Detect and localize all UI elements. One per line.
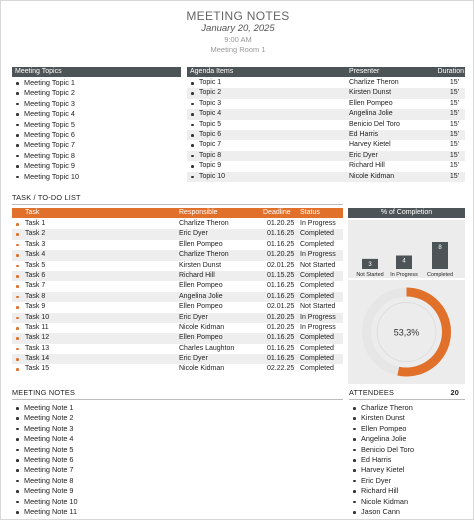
task-table-header [12, 208, 343, 218]
note-item [12, 507, 343, 517]
bar-value-label: 8 [438, 245, 442, 251]
meeting-topics-block [12, 67, 181, 182]
task-status: Not Started [300, 261, 336, 269]
task-row [12, 250, 343, 260]
attendees-section-title: ATTENDEES [349, 388, 395, 397]
bullet-icon [16, 480, 19, 483]
task-status: Completed [300, 344, 334, 352]
task-row [12, 229, 343, 239]
meeting-notes-divider [12, 399, 343, 400]
attendee-item [349, 465, 465, 475]
bullet-icon [16, 92, 19, 95]
bullet-icon [353, 511, 356, 514]
deadline-header-label: Deadline [263, 209, 291, 216]
bullet-icon [16, 165, 19, 168]
agenda-row [187, 130, 465, 140]
attendee-item-label: Richard Hill [361, 486, 399, 496]
bullet-icon [191, 113, 194, 116]
agenda-duration: 15' [449, 79, 459, 86]
completion-header [348, 208, 465, 218]
bullet-icon [16, 223, 19, 226]
agenda-duration: 15' [449, 99, 459, 107]
agenda-presenter: Ellen Pompeo [349, 99, 393, 107]
meeting-topics-list [12, 78, 181, 182]
task-responsible: Ellen Pompeo [179, 240, 223, 248]
task-deadline: 02.22.25 [267, 365, 295, 373]
topic-item-label: Meeting Topic 2 [24, 88, 75, 98]
completion-header-label: % of Completion [380, 209, 433, 216]
agenda-row [187, 151, 465, 161]
task-deadline: 01.20.25 [267, 251, 295, 259]
meeting-time: 9:00 AM [224, 35, 252, 44]
topic-item [12, 88, 181, 98]
attendee-item-label: Jason Cann [361, 506, 400, 516]
agenda-row [187, 78, 465, 88]
bullet-icon [16, 124, 19, 127]
agenda-row [187, 88, 465, 98]
topic-item-label: Meeting Topic 7 [24, 140, 75, 150]
task-responsible: Eric Dyer [179, 230, 208, 238]
task-status: In Progress [300, 313, 336, 321]
task-deadline: 01.16.25 [267, 282, 295, 290]
bullet-icon [16, 233, 19, 236]
task-name: Task 8 [25, 292, 46, 300]
topic-item-label: Meeting Topic 4 [24, 109, 75, 119]
attendees-divider [349, 399, 465, 400]
note-item-label: Meeting Note 8 [24, 475, 74, 485]
task-status: In Progress [300, 323, 336, 331]
task-responsible: Richard Hill [179, 271, 215, 279]
task-name: Task 7 [25, 282, 46, 290]
bullet-icon [16, 459, 19, 462]
note-item [12, 486, 343, 496]
note-item [12, 455, 343, 465]
agenda-presenter: Benicio Del Toro [349, 120, 400, 128]
agenda-presenter: Nicole Kidman [349, 172, 395, 180]
presenter-header-label: Presenter [349, 68, 380, 75]
agenda-item: Topic 6 [199, 130, 222, 138]
bullet-icon [16, 511, 19, 514]
bullet-icon [16, 490, 19, 493]
task-name: Task 4 [25, 251, 46, 259]
bullet-icon [191, 124, 194, 127]
agenda-presenter: Ed Harris [349, 130, 379, 138]
meeting-notes-list [12, 403, 343, 517]
note-item [12, 445, 343, 455]
bullet-icon [16, 348, 19, 351]
bullet-icon [353, 438, 356, 441]
completion-donut-panel [348, 280, 465, 384]
attendee-item [349, 455, 465, 465]
task-row [12, 344, 343, 354]
bullet-icon [16, 317, 19, 320]
bar-category-label: Not Started [356, 272, 384, 278]
agenda-presenter: Richard Hill [349, 162, 385, 170]
bullet-icon [353, 407, 356, 410]
task-name: Task 5 [25, 261, 46, 269]
task-rows [12, 219, 343, 375]
agenda-presenter: Eric Dyer [349, 151, 378, 159]
agenda-duration: 15' [449, 120, 459, 128]
bullet-icon [16, 368, 19, 371]
task-deadline: 01.20.25 [267, 313, 295, 321]
bullet-icon [16, 275, 19, 278]
task-row [12, 271, 343, 281]
task-responsible: Eric Dyer [179, 313, 208, 321]
agenda-duration: 15' [449, 172, 459, 180]
task-name: Task 14 [25, 355, 50, 363]
bullet-icon [16, 407, 19, 410]
topic-item [12, 161, 181, 171]
task-deadline: 01.16.25 [267, 292, 295, 300]
task-name: Task 9 [25, 303, 46, 311]
meeting-topics-header [12, 67, 181, 77]
task-row [12, 219, 343, 229]
attendee-item [349, 507, 465, 517]
bullet-icon [353, 449, 356, 452]
attendee-item [349, 413, 465, 423]
agenda-item: Topic 4 [199, 110, 222, 118]
note-item [12, 497, 343, 507]
task-status: Completed [300, 282, 334, 290]
attendee-item [349, 497, 465, 507]
completion-donut-svg [348, 280, 465, 384]
task-deadline: 02.01.25 [267, 261, 295, 269]
agenda-row [187, 109, 465, 119]
topic-item [12, 78, 181, 88]
status-header-label: Status [300, 209, 320, 216]
topic-item [12, 151, 181, 161]
bullet-icon [16, 82, 19, 85]
agenda-header [187, 67, 465, 77]
topic-item-label: Meeting Topic 8 [24, 150, 75, 160]
attendee-item-label: Harvey Kietel [361, 465, 405, 475]
task-responsible: Charles Laughton [179, 344, 235, 352]
agenda-block [187, 67, 465, 182]
task-status: Completed [300, 365, 334, 373]
agenda-items-header-label: Agenda Items [190, 68, 234, 75]
task-responsible: Ellen Pompeo [179, 303, 223, 311]
task-deadline: 01.16.25 [267, 355, 295, 363]
bullet-icon [16, 438, 19, 441]
meeting-topics-header-label: Meeting Topics [15, 68, 62, 75]
agenda-presenter: Angelina Jolie [349, 110, 393, 118]
meeting-date: January 20, 2025 [201, 23, 275, 34]
bullet-icon [16, 469, 19, 472]
bullet-icon [16, 113, 19, 116]
task-row [12, 281, 343, 291]
agenda-duration: 15' [449, 130, 459, 138]
task-responsible: Ellen Pompeo [179, 282, 223, 290]
task-row [12, 323, 343, 333]
agenda-item: Topic 1 [199, 79, 222, 86]
task-row [12, 364, 343, 374]
task-responsible: Charlize Theron [179, 251, 229, 259]
bar-value-label: 3 [368, 261, 372, 268]
bullet-icon [16, 417, 19, 420]
task-deadline: 02.01.25 [267, 303, 295, 311]
note-item-label: Meeting Note 5 [24, 444, 74, 454]
task-responsible: Charlize Theron [179, 220, 229, 227]
agenda-item: Topic 5 [199, 120, 222, 128]
attendee-item-label: Nicole Kidman [361, 496, 409, 506]
task-name: Task 1 [25, 220, 46, 227]
bullet-icon [16, 103, 19, 106]
note-item [12, 465, 343, 475]
meeting-room: Meeting Room 1 [210, 45, 266, 54]
agenda-row [187, 172, 465, 182]
task-deadline: 01.15.25 [267, 271, 295, 279]
bullet-icon [16, 155, 19, 158]
bullet-icon [16, 337, 19, 340]
agenda-duration: 15' [449, 141, 459, 149]
task-row [12, 302, 343, 312]
topic-item [12, 130, 181, 140]
task-name: Task 6 [25, 271, 46, 279]
task-responsible: Eric Dyer [179, 355, 208, 363]
topic-item [12, 99, 181, 109]
attendee-item-label: Ellen Pompeo [361, 423, 407, 433]
attendee-item [349, 486, 465, 496]
attendees-list [349, 403, 465, 517]
task-name: Task 11 [25, 323, 49, 331]
attendee-item-label: Kirsten Dunst [361, 413, 405, 423]
task-status: In Progress [300, 251, 336, 259]
bullet-icon [16, 244, 19, 247]
task-table [12, 208, 343, 375]
agenda-item: Topic 7 [199, 141, 222, 149]
note-item-label: Meeting Note 6 [24, 454, 74, 464]
agenda-presenter: Kirsten Dunst [349, 89, 392, 97]
responsible-header-label: Responsible [179, 209, 218, 216]
note-item-label: Meeting Note 4 [24, 434, 74, 444]
bullet-icon [191, 144, 194, 147]
task-deadline: 01.20.25 [267, 323, 295, 331]
bullet-icon [16, 358, 19, 361]
agenda-duration: 15' [449, 162, 459, 170]
bullet-icon [353, 459, 356, 462]
task-deadline: 01.16.25 [267, 344, 295, 352]
topic-item [12, 109, 181, 119]
attendee-item-label: Benicio Del Toro [361, 444, 414, 454]
document-header [1, 9, 474, 55]
bullet-icon [16, 176, 19, 179]
task-row [12, 333, 343, 343]
bullet-icon [353, 417, 356, 420]
agenda-duration: 15' [449, 89, 459, 97]
task-responsible: Kirsten Dunst [179, 261, 222, 269]
topic-item-label: Meeting Topic 6 [24, 129, 75, 139]
meeting-notes-section-title: MEETING NOTES [12, 388, 76, 397]
document-title: MEETING NOTES [186, 9, 290, 23]
task-name: Task 2 [25, 230, 46, 238]
attendee-item-label: Angelina Jolie [361, 434, 407, 444]
task-header-label: Task [25, 209, 40, 216]
note-item-label: Meeting Note 2 [24, 413, 74, 423]
note-item [12, 434, 343, 444]
agenda-row [187, 140, 465, 150]
bullet-icon [16, 265, 19, 268]
bullet-icon [191, 103, 194, 106]
bullet-icon [16, 327, 19, 330]
topic-item-label: Meeting Topic 10 [24, 171, 80, 181]
agenda-item: Topic 9 [199, 162, 222, 170]
bullet-icon [353, 428, 356, 431]
note-item-label: Meeting Note 9 [24, 486, 74, 496]
attendee-item [349, 445, 465, 455]
note-item [12, 403, 343, 413]
task-status: Completed [300, 355, 334, 363]
attendee-item [349, 403, 465, 413]
bullet-icon [16, 449, 19, 452]
bullet-icon [191, 155, 194, 158]
task-row [12, 292, 343, 302]
topic-item [12, 120, 181, 130]
bullet-icon [353, 469, 356, 472]
task-deadline: 01.16.25 [267, 240, 295, 248]
bullet-icon [191, 165, 194, 168]
bullet-icon [353, 480, 356, 483]
topic-item-label: Meeting Topic 3 [24, 98, 75, 108]
bullet-icon [191, 82, 194, 85]
bullet-icon [191, 176, 194, 179]
bullet-icon [191, 92, 194, 95]
bullet-icon [16, 501, 19, 504]
status-bar-chart [348, 220, 465, 278]
task-name: Task 3 [25, 240, 46, 248]
agenda-duration: 15' [449, 110, 459, 118]
agenda-item: Topic 2 [199, 89, 222, 97]
agenda-rows [187, 78, 465, 182]
status-bar-chart-svg [348, 220, 465, 278]
attendees-count: 20 [450, 388, 459, 397]
agenda-row [187, 161, 465, 171]
bar-category-label: In Progress [390, 272, 418, 278]
bar-category-label: Completed [426, 272, 454, 278]
bullet-icon [16, 306, 19, 309]
task-status: Not Started [300, 303, 336, 311]
task-name: Task 10 [25, 313, 50, 321]
bar-value-label: 4 [402, 258, 406, 265]
bullet-icon [16, 134, 19, 137]
duration-header-label: Duration [437, 68, 464, 75]
completion-panel [348, 208, 465, 338]
task-name: Task 12 [25, 334, 50, 342]
note-item-label: Meeting Note 11 [24, 506, 78, 516]
task-status: Completed [300, 240, 334, 248]
note-item-label: Meeting Note 10 [24, 496, 78, 506]
topic-item [12, 140, 181, 150]
task-status: Completed [300, 292, 334, 300]
bullet-icon [16, 296, 19, 299]
attendee-item [349, 424, 465, 434]
task-deadline: 01.20.25 [267, 220, 295, 227]
task-responsible: Nicole Kidman [179, 365, 225, 373]
note-item [12, 413, 343, 423]
note-item [12, 476, 343, 486]
bullet-icon [16, 428, 19, 431]
note-item-label: Meeting Note 7 [24, 465, 74, 475]
agenda-item: Topic 3 [199, 99, 222, 107]
agenda-presenter: Harvey Kietel [349, 141, 391, 149]
agenda-row [187, 99, 465, 109]
bullet-icon [16, 254, 19, 257]
task-name: Task 15 [25, 365, 50, 373]
agenda-presenter: Charlize Theron [349, 79, 399, 86]
task-section-divider [12, 204, 343, 205]
bullet-icon [353, 501, 356, 504]
bullet-icon [16, 144, 19, 147]
agenda-row [187, 120, 465, 130]
task-responsible: Ellen Pompeo [179, 334, 223, 342]
task-status: Completed [300, 230, 334, 238]
bullet-icon [191, 134, 194, 137]
task-row [12, 240, 343, 250]
task-row [12, 313, 343, 323]
agenda-item: Topic 10 [199, 172, 226, 180]
agenda-item: Topic 8 [199, 151, 222, 159]
task-section-title: TASK / TO-DO LIST [12, 193, 81, 202]
task-status: Completed [300, 334, 334, 342]
task-deadline: 01.16.25 [267, 230, 295, 238]
task-deadline: 01.16.25 [267, 334, 295, 342]
attendee-item [349, 434, 465, 444]
task-status: Completed [300, 271, 334, 279]
bullet-icon [353, 490, 356, 493]
note-item [12, 424, 343, 434]
task-responsible: Nicole Kidman [179, 323, 225, 331]
note-item-label: Meeting Note 3 [24, 423, 74, 433]
attendee-item-label: Eric Dyer [361, 475, 391, 485]
bullet-icon [16, 285, 19, 288]
agenda-duration: 15' [449, 151, 459, 159]
topic-item-label: Meeting Topic 9 [24, 161, 75, 171]
topic-item-label: Meeting Topic 5 [24, 119, 75, 129]
note-item-label: Meeting Note 1 [24, 403, 74, 412]
task-name: Task 13 [25, 344, 50, 352]
task-responsible: Angelina Jolie [179, 292, 223, 300]
completion-percent-label: 53,3% [393, 327, 420, 338]
topic-item-label: Meeting Topic 1 [24, 78, 75, 87]
attendee-item-label: Ed Harris [361, 454, 392, 464]
attendee-item-label: Charlize Theron [361, 403, 413, 412]
task-row [12, 354, 343, 364]
task-status: In Progress [300, 220, 336, 227]
topic-item [12, 172, 181, 182]
attendee-item [349, 476, 465, 486]
task-row [12, 261, 343, 271]
